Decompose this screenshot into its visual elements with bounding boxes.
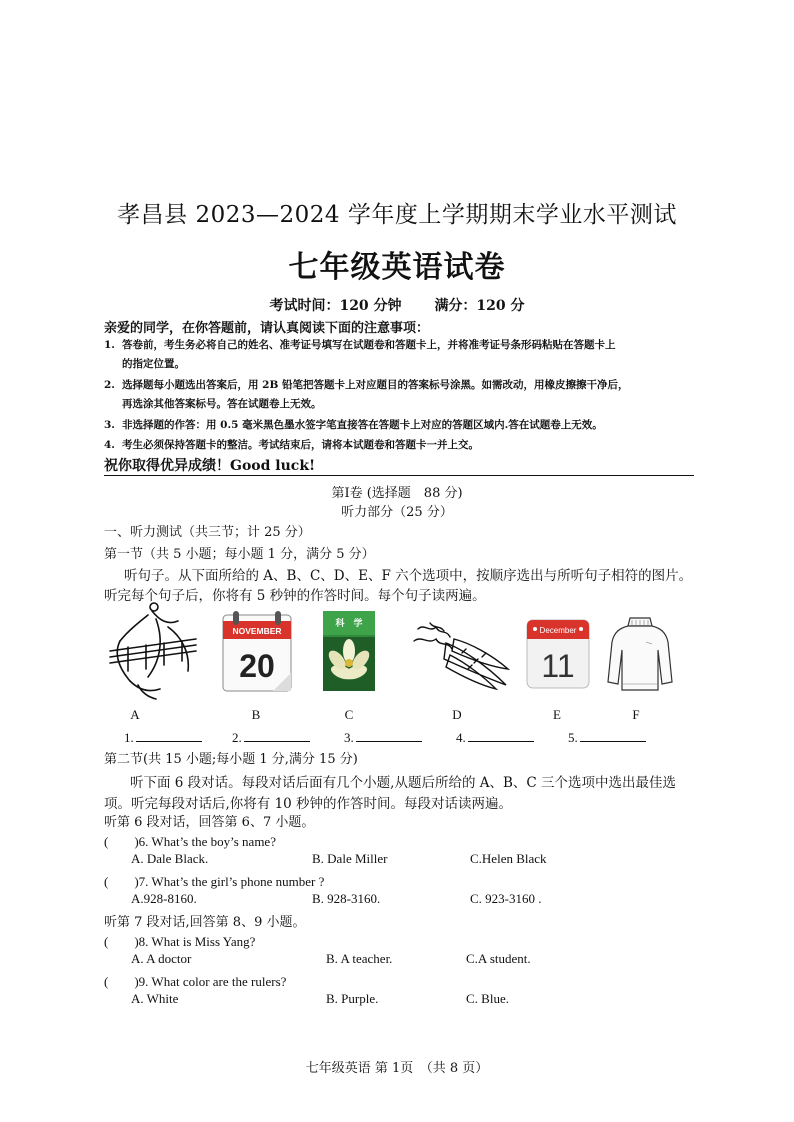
- exam-time: 考试时间：120 分钟: [269, 298, 402, 314]
- volleyball-player-icon: [108, 601, 198, 701]
- picture-f: [606, 612, 674, 694]
- dialog-7-heading: 听第 7 段对话,回答第 8、9 小题。: [104, 915, 306, 930]
- option-8c[interactable]: C.A student.: [466, 951, 531, 966]
- sec1-instruction-1: 听句子。从下面所给的 A、B、C、D、E、F 六个选项中，按顺序选出与所听句子相符的图片。: [124, 568, 693, 584]
- sec2-instruction-2: 项。听完每段对话后,你将有 10 秒钟的作答时间。每段对话读两遍。: [104, 796, 513, 812]
- picture-c: [323, 611, 375, 691]
- question-8: ( )8. What is Miss Yang?: [104, 934, 256, 949]
- option-7a[interactable]: A.928-8160.: [131, 891, 197, 906]
- page-footer: 七年级英语 第 1页 （共 8 页）: [305, 1061, 489, 1076]
- option-6a[interactable]: A. Dale Black.: [131, 851, 209, 866]
- answer-slot-5[interactable]: 5.: [568, 729, 646, 746]
- picture-label-e: E: [553, 707, 561, 722]
- option-7b[interactable]: B. 928-3160.: [312, 891, 381, 906]
- answer-slot-2[interactable]: 2.: [232, 729, 310, 746]
- sec2-instruction-1: 听下面 6 段对话。每段对话后面有几个小题,从题后所给的 A、B、C 三个选项中选出最佳选: [130, 775, 677, 791]
- section-title: 一、听力测试（共三节；计 25 分）: [104, 525, 311, 540]
- notice-heading: 亲爱的同学，在你答题前，请认真阅读下面的注意事项：: [104, 321, 430, 336]
- notice-item-1: 1. 答卷前，考生务必将自己的姓名、准考证号填写在试题卷和答题卡上，并将准考证号条形码粘贴在答题卡上 的指定位置。: [104, 339, 616, 370]
- picture-label-c: C: [344, 707, 354, 722]
- option-9b[interactable]: B. Purple.: [326, 991, 379, 1006]
- exam-subtitle: 七年级英语试卷: [288, 250, 506, 285]
- option-9a[interactable]: A. White: [131, 991, 179, 1006]
- sweater-icon: [606, 612, 674, 694]
- science-book-icon: [323, 611, 375, 691]
- option-9c[interactable]: C. Blue.: [466, 991, 509, 1006]
- sec1-instruction-2: 听完每个句子后，你将有 5 秒钟的作答时间。每个句子读两遍。: [104, 588, 486, 604]
- calendar-december-icon: [526, 619, 590, 689]
- answer-slot-3[interactable]: 3.: [344, 729, 422, 746]
- picture-label-f: F: [632, 707, 640, 722]
- picture-a: [108, 601, 198, 701]
- volume-title: 第Ⅰ卷 (选择题 88 分): [331, 486, 463, 501]
- picture-b: [221, 609, 293, 693]
- picture-label-d: D: [452, 707, 462, 722]
- good-luck-wish: 祝你取得优异成绩！Good luck!: [104, 458, 316, 474]
- exam-info: [0, 295, 794, 315]
- answer-slot-1[interactable]: 1.: [124, 729, 202, 746]
- option-6c[interactable]: C.Helen Black: [470, 851, 547, 866]
- notice-item-3: 3. 非选择题的作答：用 0.5 毫米黑色墨水签字笔直接答在答题卡上对应的答题区域内.答在试题卷上无效。: [104, 419, 603, 431]
- sec1-title: 第一节（共 5 小题；每小题 1 分，满分 5 分）: [104, 547, 375, 562]
- notice-item-4: 4. 考生必须保持答题卡的整洁。考试结束后，请将本试题卷和答题卡一并上交。: [104, 439, 479, 451]
- dialog-6-heading: 听第 6 段对话，回答第 6、7 小题。: [104, 815, 315, 830]
- exam-title: 孝昌县 2023—2024 学年度上学期期末学业水平测试: [117, 202, 677, 228]
- option-8b[interactable]: B. A teacher.: [326, 951, 393, 966]
- option-7c[interactable]: C. 923-3160 .: [470, 891, 542, 906]
- calendar-day-label: 20: [239, 648, 275, 684]
- picture-d: [410, 619, 510, 691]
- picture-label-a: A: [130, 707, 140, 722]
- calendar-month-label: December: [539, 626, 577, 635]
- option-8a[interactable]: A. A doctor: [131, 951, 192, 966]
- question-9: ( )9. What color are the rulers?: [104, 974, 287, 989]
- question-7: ( )7. What’s the girl’s phone number ?: [104, 874, 325, 889]
- full-score: 满分：120 分: [434, 298, 525, 314]
- picture-label-b: B: [251, 707, 261, 722]
- answer-slot-4[interactable]: 4.: [456, 729, 534, 746]
- notice-item-2: 2. 选择题每小题选出答案后，用 2B 铅笔把答题卡上对应题目的答案标号涂黑。如需改动，用橡皮擦擦干净后， 再选涂其他答案标号。答在试题卷上无效。: [104, 379, 629, 410]
- sec2-title: 第二节(共 15 小题;每小题 1 分,满分 15 分): [104, 752, 358, 767]
- picture-e: [526, 619, 590, 689]
- calendar-month-label: NOVEMBER: [232, 626, 282, 636]
- carrots-icon: [410, 619, 510, 691]
- book-title: 科 学: [335, 619, 363, 629]
- listening-part-title: 听力部分（25 分）: [341, 505, 453, 520]
- divider: [104, 475, 694, 476]
- calendar-november-icon: [221, 609, 293, 693]
- option-6b[interactable]: B. Dale Miller: [312, 851, 388, 866]
- question-6: ( )6. What’s the boy’s name?: [104, 834, 276, 849]
- calendar-day-label: 11: [541, 648, 575, 684]
